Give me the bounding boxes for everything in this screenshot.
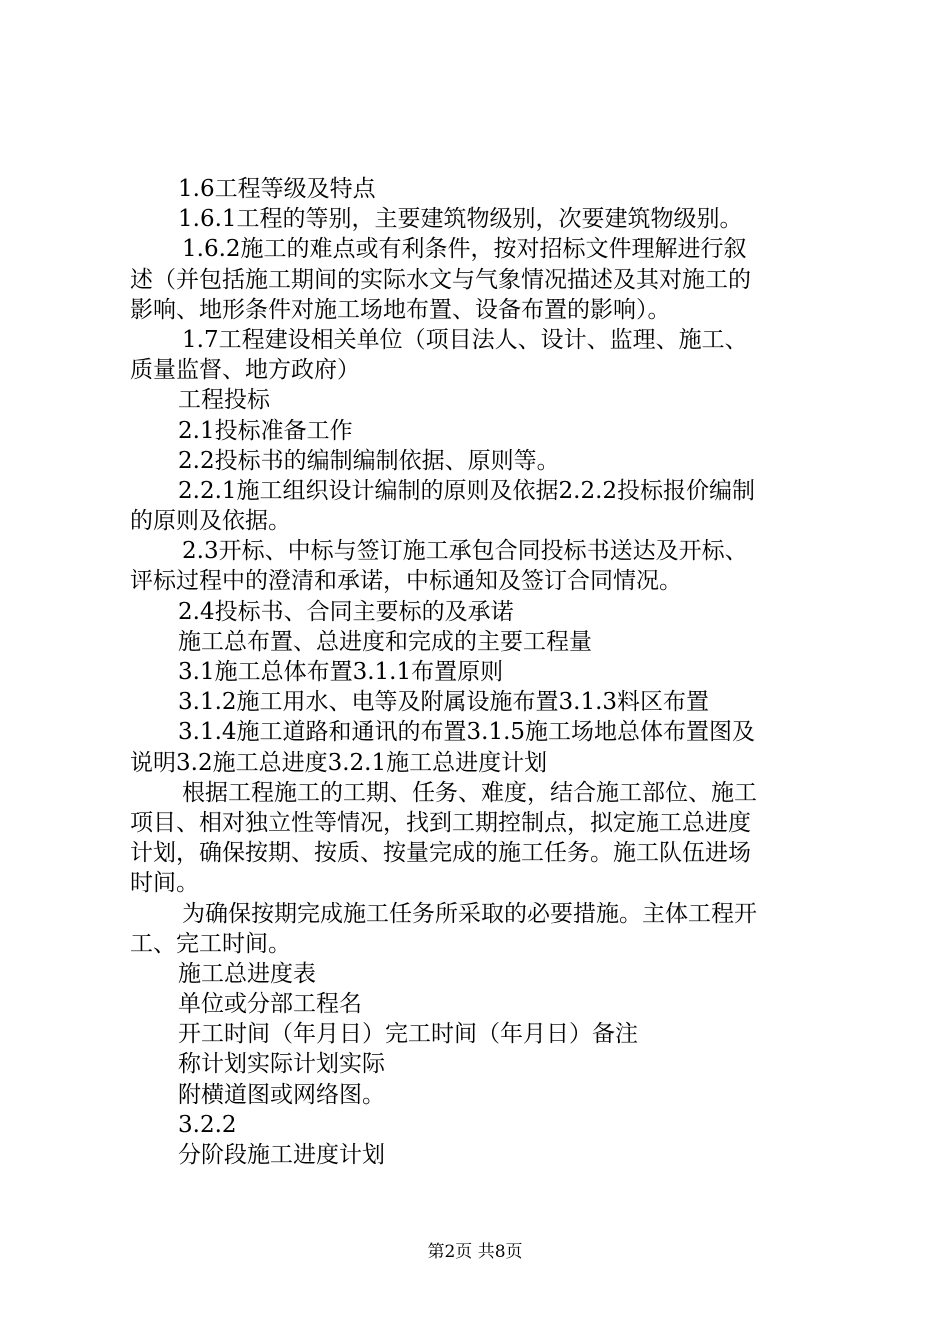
text-line: 说明3.2施工总进度3.2.1施工总进度计划: [130, 749, 548, 776]
text-line: 施工总布置、总进度和完成的主要工程量: [178, 628, 592, 655]
text-line: 述（并包括施工期间的实际水文与气象情况描述及其对施工的: [130, 266, 751, 293]
text-line: 施工总进度表: [178, 960, 316, 987]
text-line: 附横道图或网络图。: [178, 1081, 385, 1108]
text-line: 3.1施工总体布置3.1.1布置原则: [178, 659, 504, 685]
text-line: 时间。: [130, 870, 199, 897]
text-line: 质量监督、地方政府）: [130, 357, 360, 384]
text-line: 3.1.2施工用水、电等及附属设施布置3.1.3料区布置: [178, 689, 710, 716]
text-line: 单位或分部工程名: [178, 991, 362, 1018]
text-line: 1.6工程等级及特点: [178, 176, 376, 202]
text-line: 2.2投标书的编制编制依据、原则等。: [178, 447, 560, 474]
text-line: 计划，确保按期、按质、按量完成的施工任务。施工队伍进场: [130, 840, 751, 867]
text-line: 开工时间（年月日）完工时间（年月日）备注: [178, 1021, 638, 1048]
text-line: 分阶段施工进度计划: [178, 1142, 385, 1168]
text-line: 工程投标: [178, 387, 270, 414]
text-line: 3.1.4施工道路和通讯的布置3.1.5施工场地总体布置图及: [178, 719, 756, 746]
text-line: 2.1投标准备工作: [178, 417, 353, 444]
text-line: 的原则及依据。: [130, 508, 291, 535]
text-line: 3.2.2: [178, 1111, 237, 1138]
text-line: 2.2.1施工组织设计编制的原则及依据2.2.2投标报价编制: [178, 477, 756, 504]
text-line: 项目、相对独立性等情况，找到工期控制点，拟定施工总进度: [130, 809, 751, 836]
text-line: 评标过程中的澄清和承诺，中标通知及签订合同情况。: [130, 568, 682, 595]
text-line: 工、完工时间。: [130, 930, 291, 957]
text-line: 为确保按期完成施工任务所采取的必要措施。主体工程开: [182, 900, 757, 927]
text-line: 根据工程施工的工期、任务、难度，结合施工部位、施工: [182, 779, 757, 806]
text-line: 称计划实际计划实际: [178, 1051, 385, 1078]
document-body: [130, 174, 832, 1170]
text-line: 2.4投标书、合同主要标的及承诺: [178, 598, 514, 625]
text-line: 1.6.1工程的等别，主要建筑物级别，次要建筑物级别。: [178, 206, 743, 233]
text-line: 1.7工程建设相关单位（项目法人、设计、监理、施工、: [182, 326, 748, 353]
text-line: 2.3开标、中标与签订施工承包合同投标书送达及开标、: [182, 538, 748, 565]
page-number-footer: 第2页 共8页: [427, 1242, 523, 1262]
text-line: 影响、地形条件对施工场地布置、设备布置的影响）。: [130, 296, 671, 323]
text-line: 1.6.2施工的难点或有利条件，按对招标文件理解进行叙: [182, 236, 747, 263]
